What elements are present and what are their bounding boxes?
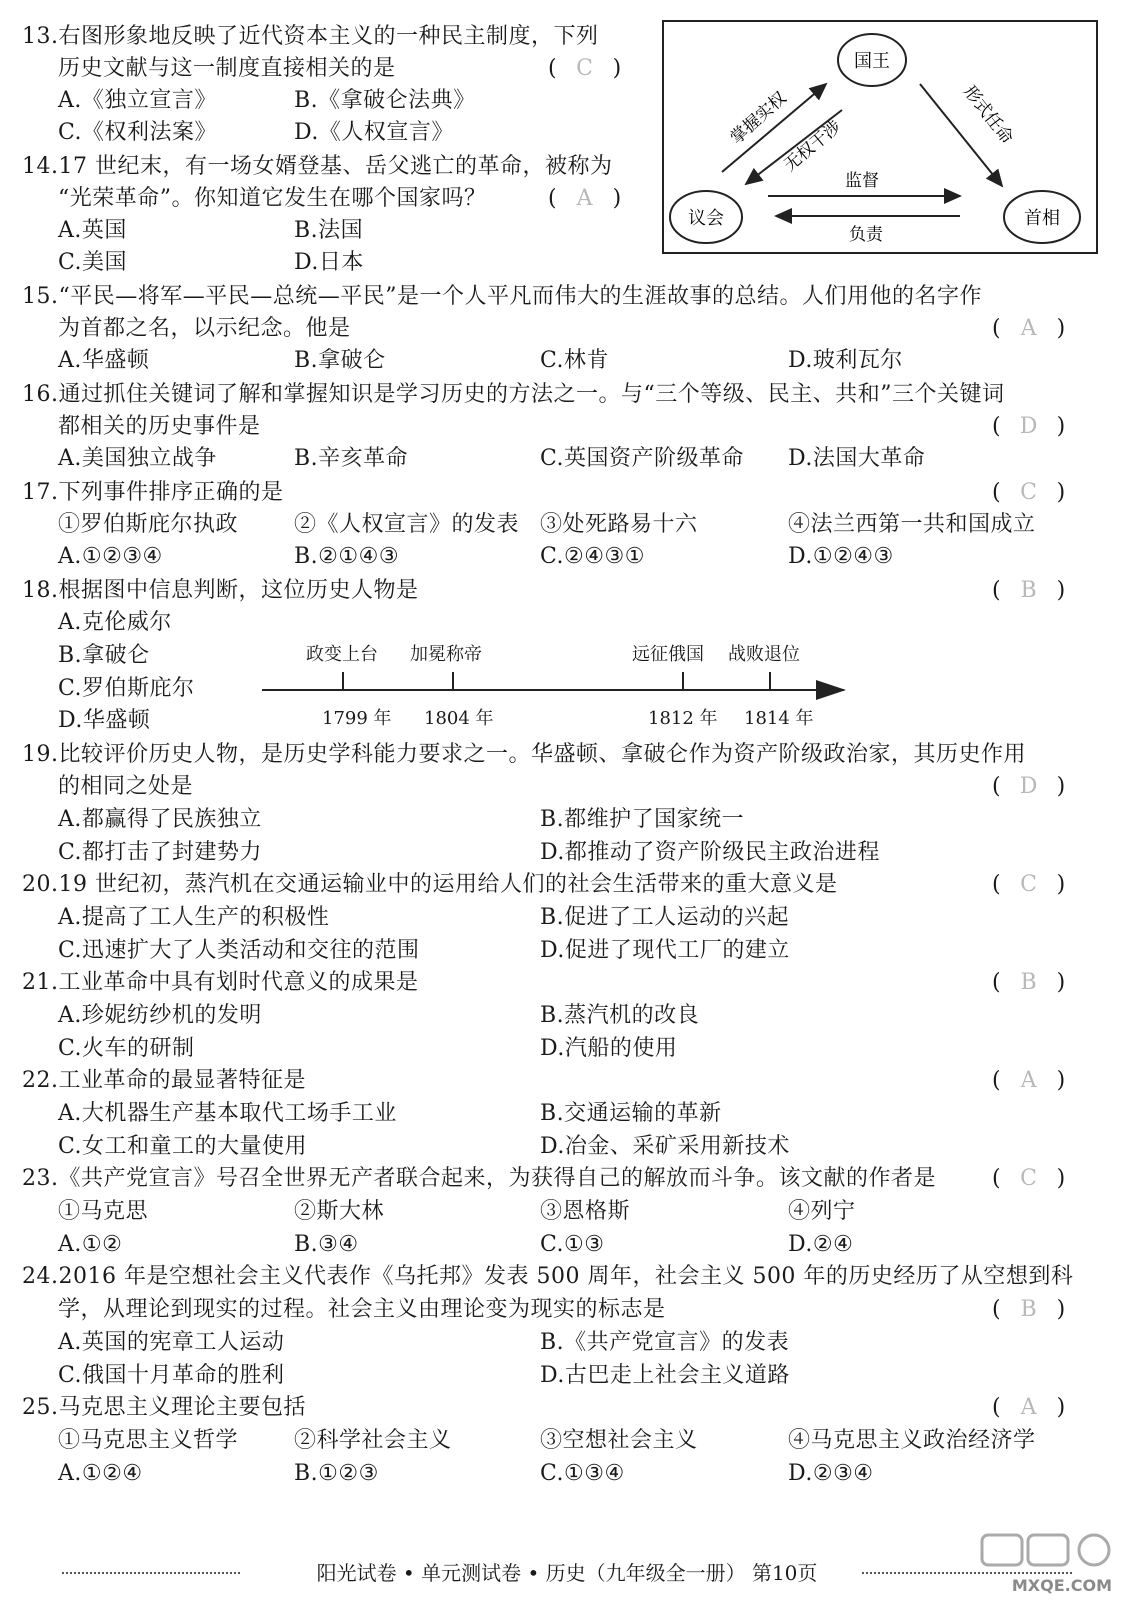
footer-text: 阳光试卷 • 单元测试卷 • 历史（九年级全一册） 第10页 bbox=[316, 1561, 818, 1585]
q14-answer: A bbox=[576, 186, 593, 211]
q18-option-b: B.拿破仑 bbox=[58, 643, 150, 668]
q23-option-a: A.①② bbox=[58, 1232, 123, 1257]
q23-item-3: ③恩格斯 bbox=[540, 1199, 631, 1224]
q19-option-c: C.都打击了封建势力 bbox=[58, 840, 263, 865]
event-coup-label: 政变上台 bbox=[306, 644, 378, 665]
real-power-label: 掌握实权 bbox=[726, 88, 791, 149]
q22-answer: A bbox=[1020, 1068, 1037, 1093]
watermark-text: MXQE.COM bbox=[1011, 1576, 1112, 1595]
q14-option-a: A.英国 bbox=[58, 218, 127, 243]
q20-option-a: A.提高了工人生产的积极性 bbox=[58, 905, 330, 930]
q25-stem: 25.马克思主义理论主要包括 bbox=[22, 1395, 306, 1420]
q24-stem-line1: 24.2016 年是空想社会主义代表作《乌托邦》发表 500 周年，社会主义 500 年的历史经历了从空想到科 bbox=[22, 1264, 1074, 1289]
q23-answer-slot: ( C ) bbox=[992, 1164, 1065, 1194]
q18-answer: B bbox=[1020, 578, 1037, 603]
q24-answer: B bbox=[1020, 1297, 1037, 1322]
q13-option-c: C.《权利法案》 bbox=[58, 120, 218, 145]
q23-stem: 23.《共产党宣言》号召全世界无产者联合起来，为获得自己的解放而斗争。该文献的作者是 bbox=[22, 1166, 936, 1191]
q13-stem-line1: 13.右图形象地反映了近代资本主义的一种民主制度，下列 bbox=[22, 24, 599, 49]
q17-item-1: ①罗伯斯庇尔执政 bbox=[58, 512, 239, 537]
q21-stem: 21.工业革命中具有划时代意义的成果是 bbox=[22, 970, 419, 995]
q18-option-a: A.克伦威尔 bbox=[58, 610, 172, 635]
q16-stem-line1: 16.通过抓住关键词了解和掌握知识是学习历史的方法之一。与“三个等级、民主、共和”三个关键词 bbox=[22, 382, 1005, 407]
q13-option-b: B.《拿破仑法典》 bbox=[294, 88, 476, 113]
q18-answer-slot: ( B ) bbox=[992, 576, 1065, 606]
year-1814: 1814 年 bbox=[744, 708, 814, 729]
q17-option-c: C.②④③① bbox=[540, 544, 645, 569]
formal-appoint-label: 形式任命 bbox=[959, 81, 1017, 148]
year-1804: 1804 年 bbox=[424, 708, 494, 729]
q16-option-b: B.辛亥革命 bbox=[294, 446, 409, 471]
q23-item-1: ①马克思 bbox=[58, 1199, 149, 1224]
q19-answer: D bbox=[1019, 774, 1038, 799]
event-coronation-label: 加冕称帝 bbox=[410, 644, 482, 665]
q21-answer: B bbox=[1020, 970, 1037, 995]
q23-item-2: ②斯大林 bbox=[294, 1199, 385, 1224]
q16-option-a: A.美国独立战争 bbox=[58, 446, 217, 471]
q21-answer-slot: ( B ) bbox=[992, 968, 1065, 998]
q17-stem: 17.下列事件排序正确的是 bbox=[22, 480, 284, 505]
q19-stem-line1: 19.比较评价历史人物，是历史学科能力要求之一。华盛顿、拿破仑作为资产阶级政治家，其历史作用 bbox=[22, 742, 1026, 767]
q23-option-d: D.②④ bbox=[788, 1232, 854, 1257]
q24-option-b: B.《共产党宣言》的发表 bbox=[540, 1330, 790, 1355]
q16-stem-line2: 都相关的历史事件是 bbox=[58, 414, 261, 439]
q15-answer: A bbox=[1020, 316, 1037, 341]
q15-stem-line1: 15.“平民—将军—平民—总统—平民”是一个人平凡而伟大的生涯故事的总结。人们用他的名字作 bbox=[22, 284, 982, 309]
q15-option-b: B.拿破仑 bbox=[294, 348, 386, 373]
q18-option-c: C.罗伯斯庇尔 bbox=[58, 676, 195, 701]
q13-option-d: D.《人权宣言》 bbox=[294, 120, 454, 145]
q22-option-c: C.女工和童工的大量使用 bbox=[58, 1134, 308, 1159]
q22-answer-slot: ( A ) bbox=[992, 1066, 1065, 1096]
q25-item-3: ③空想社会主义 bbox=[540, 1428, 698, 1453]
q25-option-c: C.①③④ bbox=[540, 1461, 625, 1486]
diagram-svg bbox=[664, 22, 1098, 254]
q24-stem-line2: 学，从理论到现实的过程。社会主义由理论变为现实的标志是 bbox=[58, 1297, 666, 1322]
q25-option-b: B.①②③ bbox=[294, 1461, 379, 1486]
q25-answer-slot: ( A ) bbox=[992, 1393, 1065, 1423]
q23-option-b: B.③④ bbox=[294, 1232, 359, 1257]
supervise-label: 监督 bbox=[845, 171, 879, 191]
q22-option-d: D.冶金、采矿采用新技术 bbox=[540, 1134, 790, 1159]
q20-answer-slot: ( C ) bbox=[992, 870, 1065, 900]
q21-option-c: C.火车的研制 bbox=[58, 1036, 195, 1061]
q19-stem-line2: 的相同之处是 bbox=[58, 774, 194, 799]
napoleon-timeline bbox=[260, 630, 860, 740]
q14-option-d: D.日本 bbox=[294, 250, 364, 275]
q17-item-3: ③处死路易十六 bbox=[540, 512, 698, 537]
q25-item-1: ①马克思主义哲学 bbox=[58, 1428, 239, 1453]
q24-option-a: A.英国的宪章工人运动 bbox=[58, 1330, 285, 1355]
event-russia-label: 远征俄国 bbox=[632, 644, 704, 665]
responsible-label: 负责 bbox=[849, 225, 883, 245]
q15-option-a: A.华盛顿 bbox=[58, 348, 150, 373]
q17-item-4: ④法兰西第一共和国成立 bbox=[788, 512, 1036, 537]
q21-option-a: A.珍妮纺纱机的发明 bbox=[58, 1003, 262, 1028]
q25-option-d: D.②③④ bbox=[788, 1461, 874, 1486]
king-label: 国王 bbox=[854, 51, 890, 72]
q14-option-b: B.法国 bbox=[294, 218, 364, 243]
q17-item-2: ②《人权宣言》的发表 bbox=[294, 512, 520, 537]
q13-stem-line2: 历史文献与这一制度直接相关的是 bbox=[58, 56, 396, 81]
q19-answer-slot: ( D ) bbox=[992, 772, 1065, 802]
parliament-label: 议会 bbox=[688, 208, 724, 229]
q13-answer: C bbox=[576, 56, 594, 81]
q25-answer: A bbox=[1020, 1395, 1037, 1420]
q16-option-c: C.英国资产阶级革命 bbox=[540, 446, 745, 471]
q20-option-c: C.迅速扩大了人类活动和交往的范围 bbox=[58, 938, 420, 963]
q20-option-b: B.促进了工人运动的兴起 bbox=[540, 905, 790, 930]
page-footer bbox=[62, 1558, 1072, 1588]
q21-option-b: B.蒸汽机的改良 bbox=[540, 1003, 700, 1028]
year-1799: 1799 年 bbox=[322, 708, 392, 729]
q19-option-a: A.都赢得了民族独立 bbox=[58, 807, 262, 832]
q13-answer-slot: ( C ) bbox=[548, 54, 621, 84]
q24-answer-slot: ( B ) bbox=[992, 1295, 1065, 1325]
q20-option-d: D.促进了现代工厂的建立 bbox=[540, 938, 790, 963]
pm-label: 首相 bbox=[1024, 208, 1060, 229]
q18-option-d: D.华盛顿 bbox=[58, 708, 151, 733]
q22-option-b: B.交通运输的革新 bbox=[540, 1101, 722, 1126]
event-abdicate-label: 战败退位 bbox=[728, 644, 800, 665]
q19-option-d: D.都推动了资产阶级民主政治进程 bbox=[540, 840, 880, 865]
year-1812: 1812 年 bbox=[648, 708, 718, 729]
arrow-king-to-pm bbox=[920, 84, 1002, 186]
q25-option-a: A.①②④ bbox=[58, 1461, 143, 1486]
q21-option-d: D.汽船的使用 bbox=[540, 1036, 678, 1061]
q14-option-c: C.美国 bbox=[58, 250, 128, 275]
q15-option-c: C.林肯 bbox=[540, 348, 610, 373]
q15-answer-slot: ( A ) bbox=[992, 314, 1065, 344]
q14-answer-slot: ( A ) bbox=[548, 184, 621, 214]
q22-option-a: A.大机器生产基本取代工场手工业 bbox=[58, 1101, 397, 1126]
q17-option-a: A.①②③④ bbox=[58, 544, 163, 569]
q23-option-c: C.①③ bbox=[540, 1232, 605, 1257]
q23-item-4: ④列宁 bbox=[788, 1199, 856, 1224]
q20-answer: C bbox=[1020, 872, 1038, 897]
q22-stem: 22.工业革命的最显著特征是 bbox=[22, 1068, 306, 1093]
q16-answer-slot: ( D ) bbox=[992, 412, 1065, 442]
q20-stem: 20.19 世纪初，蒸汽机在交通运输业中的运用给人们的社会生活带来的重大意义是 bbox=[22, 872, 838, 897]
q14-stem-line1: 14.17 世纪末，有一场女婿登基、岳父逃亡的革命，被称为 bbox=[22, 154, 613, 179]
q23-answer: C bbox=[1020, 1166, 1038, 1191]
constitutional-monarchy-diagram bbox=[662, 20, 1098, 254]
q13-option-a: A.《独立宣言》 bbox=[58, 88, 217, 113]
q15-stem-line2: 为首都之名，以示纪念。他是 bbox=[58, 316, 351, 341]
q17-option-b: B.②①④③ bbox=[294, 544, 400, 569]
q19-option-b: B.都维护了国家统一 bbox=[540, 807, 745, 832]
q15-option-d: D.玻利瓦尔 bbox=[788, 348, 903, 373]
q17-option-d: D.①②④③ bbox=[788, 544, 894, 569]
q16-answer: D bbox=[1019, 414, 1038, 439]
q18-stem: 18.根据图中信息判断，这位历史人物是 bbox=[22, 578, 419, 603]
q17-answer-slot: ( C ) bbox=[992, 478, 1065, 508]
q16-option-d: D.法国大革命 bbox=[788, 446, 926, 471]
q25-item-4: ④马克思主义政治经济学 bbox=[788, 1428, 1036, 1453]
q25-item-2: ②科学社会主义 bbox=[294, 1428, 452, 1453]
q24-option-c: C.俄国十月革命的胜利 bbox=[58, 1363, 285, 1388]
no-interfere-label: 无权干涉 bbox=[780, 116, 846, 176]
q24-option-d: D.古巴走上社会主义道路 bbox=[540, 1363, 790, 1388]
watermark-logo bbox=[976, 1533, 1126, 1599]
q17-answer: C bbox=[1020, 480, 1038, 505]
q14-stem-line2: “光荣革命”。你知道它发生在哪个国家吗？ bbox=[58, 186, 487, 211]
